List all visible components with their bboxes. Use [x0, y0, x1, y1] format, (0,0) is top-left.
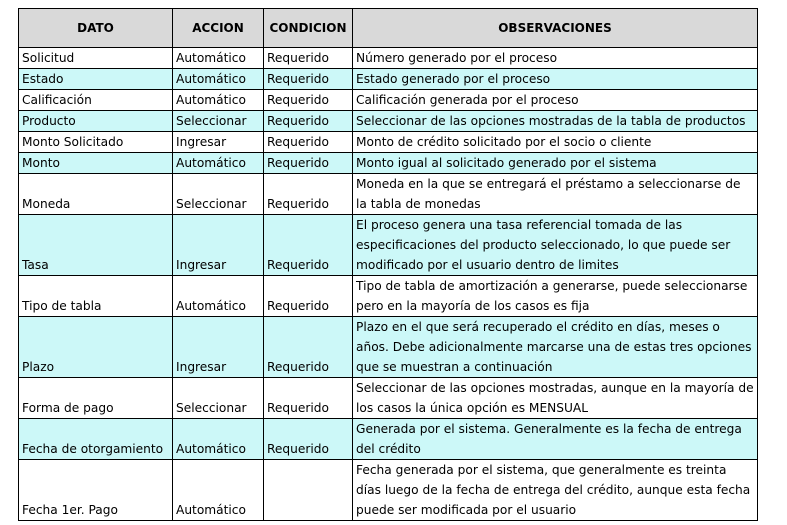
cell-observaciones: Monto igual al solicitado generado por el sistema: [353, 153, 758, 174]
cell-accion: Seleccionar: [173, 111, 264, 132]
cell-observaciones: Estado generado por el proceso: [353, 69, 758, 90]
cell-dato: Estado: [19, 69, 173, 90]
cell-condicion: Requerido: [264, 317, 353, 378]
cell-condicion: Requerido: [264, 378, 353, 419]
cell-accion: Ingresar: [173, 132, 264, 153]
cell-observaciones: Seleccionar de las opciones mostradas de la tabla de productos: [353, 111, 758, 132]
cell-accion: Automático: [173, 90, 264, 111]
cell-dato: Producto: [19, 111, 173, 132]
cell-condicion: Requerido: [264, 419, 353, 460]
cell-accion: Automático: [173, 153, 264, 174]
cell-observaciones: Generada por el sistema. Generalmente es la fecha de entrega del crédito: [353, 419, 758, 460]
table-row: [19, 132, 758, 153]
cell-accion: Automático: [173, 419, 264, 460]
cell-dato: Fecha 1er. Pago: [19, 460, 173, 521]
cell-accion: Automático: [173, 48, 264, 69]
header-dato: DATO: [19, 9, 173, 48]
cell-accion: Automático: [173, 460, 264, 521]
cell-condicion: Requerido: [264, 276, 353, 317]
cell-observaciones: El proceso genera una tasa referencial tomada de las especificaciones del producto seleccionado, lo que puede ser modificado por el usuario dentro de limites: [353, 215, 758, 276]
cell-observaciones: Moneda en la que se entregará el préstamo a seleccionarse de la tabla de monedas: [353, 174, 758, 215]
cell-condicion: Requerido: [264, 111, 353, 132]
cell-observaciones: Monto de crédito solicitado por el socio o cliente: [353, 132, 758, 153]
cell-dato: Tasa: [19, 215, 173, 276]
cell-condicion: Requerido: [264, 153, 353, 174]
cell-dato: Calificación: [19, 90, 173, 111]
header-condicion: CONDICION: [264, 9, 353, 48]
cell-condicion: Requerido: [264, 132, 353, 153]
cell-accion: Ingresar: [173, 215, 264, 276]
table-row: [19, 153, 758, 174]
cell-accion: Ingresar: [173, 317, 264, 378]
cell-condicion: Requerido: [264, 48, 353, 69]
cell-dato: Monto: [19, 153, 173, 174]
cell-accion: Automático: [173, 69, 264, 90]
table-row: [19, 111, 758, 132]
cell-observaciones: Fecha generada por el sistema, que generalmente es treinta días luego de la fecha de entrega del crédito, aunque esta fecha puede ser modificada por el usuario: [353, 460, 758, 521]
table-row: [19, 48, 758, 69]
cell-dato: Tipo de tabla: [19, 276, 173, 317]
cell-dato: Monto Solicitado: [19, 132, 173, 153]
table-row: [19, 460, 758, 521]
table-row: [19, 378, 758, 419]
table-row: [19, 69, 758, 90]
table-row: [19, 276, 758, 317]
header-row: [19, 9, 758, 48]
header-accion: ACCION: [173, 9, 264, 48]
table-row: [19, 174, 758, 215]
cell-dato: Solicitud: [19, 48, 173, 69]
table-row: [19, 317, 758, 378]
table-row: [19, 215, 758, 276]
cell-observaciones: Número generado por el proceso: [353, 48, 758, 69]
cell-observaciones: Calificación generada por el proceso: [353, 90, 758, 111]
cell-condicion: [264, 460, 353, 521]
cell-accion: Automático: [173, 276, 264, 317]
cell-observaciones: Seleccionar de las opciones mostradas, aunque en la mayoría de los casos la única opción es MENSUAL: [353, 378, 758, 419]
cell-condicion: Requerido: [264, 90, 353, 111]
cell-dato: Forma de pago: [19, 378, 173, 419]
table-row: [19, 419, 758, 460]
table-row: [19, 90, 758, 111]
cell-accion: Seleccionar: [173, 378, 264, 419]
cell-dato: Plazo: [19, 317, 173, 378]
cell-observaciones: Tipo de tabla de amortización a generarse, puede seleccionarse pero en la mayoría de los casos es fija: [353, 276, 758, 317]
cell-dato: Moneda: [19, 174, 173, 215]
cell-observaciones: Plazo en el que será recuperado el crédito en días, meses o años. Debe adicionalmente marcarse una de estas tres opciones que se muestran a continuación: [353, 317, 758, 378]
cell-condicion: Requerido: [264, 215, 353, 276]
header-observaciones: OBSERVACIONES: [353, 9, 758, 48]
cell-dato: Fecha de otorgamiento: [19, 419, 173, 460]
cell-condicion: Requerido: [264, 69, 353, 90]
data-dictionary-table: [18, 8, 758, 521]
cell-condicion: Requerido: [264, 174, 353, 215]
cell-accion: Seleccionar: [173, 174, 264, 215]
